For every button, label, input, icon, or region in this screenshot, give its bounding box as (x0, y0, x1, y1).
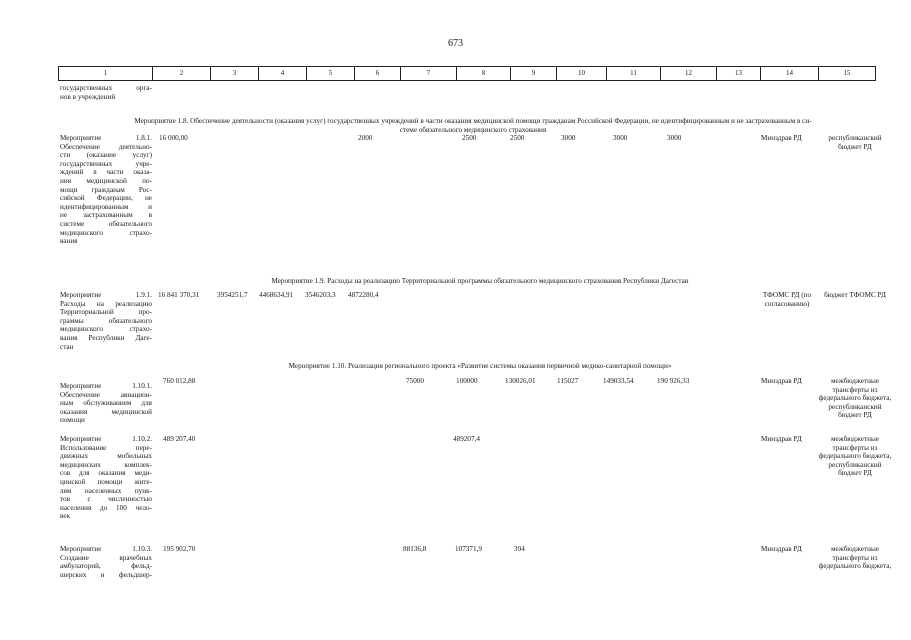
desc-line: ния медицинской по- (60, 176, 152, 185)
desc-line: ждений в части оказа- (60, 168, 152, 177)
row-1-8-1-col11: 3000 (613, 134, 628, 142)
header-cell: 6 (355, 67, 401, 81)
desc-line: идентифицированным и (60, 202, 152, 211)
column-number-header (58, 66, 876, 81)
row-1-8-1-total: 16 000,00 (159, 134, 188, 142)
row-1-10-1-source: межбюджетные трансферты из федерального бюджета, республиканский бюджет РД (818, 377, 892, 420)
desc-line: медицинских комплек- (60, 460, 152, 469)
row-1-10-3-col9: 394 (514, 545, 525, 553)
desc-line: Обеспечение авиацион- (60, 390, 152, 399)
row-1-9-1-col3: 3954251,7 (217, 291, 248, 299)
desc-line: Мероприятие 1.9.1. (60, 291, 152, 299)
desc-line: Мероприятие 1.8.1. (60, 134, 152, 142)
row-1-10-1-col11: 149033,54 (603, 377, 634, 385)
header-cell: 13 (717, 67, 761, 81)
row-1-10-3-col8: 107371,9 (455, 545, 482, 553)
row-1-8-1-source: республиканский бюджет РД (828, 134, 882, 151)
row-1-10-1-description (60, 382, 152, 425)
header-cell: 5 (307, 67, 355, 81)
header-cell: 15 (819, 67, 876, 81)
row-1-10-2-source: межбюджетные трансферты из федерального бюджета, республиканский бюджет РД (818, 435, 892, 478)
row-1-8-1-col8: 2500 (462, 134, 477, 142)
desc-line: шерских и фельдшер- (60, 570, 152, 579)
header-cell: 12 (661, 67, 717, 81)
section-heading-1-9 (200, 277, 760, 286)
row-1-10-2-col8: 489207,4 (453, 435, 480, 443)
section-heading-1-10 (200, 362, 760, 371)
desc-line: движных мобильных (60, 452, 152, 461)
row-1-10-1-col8: 100000 (456, 377, 478, 385)
section-heading-line: стеме обязательного медицинского страхования (399, 125, 547, 134)
page-number: 673 (448, 38, 463, 49)
desc-line: медицинского страхо- (60, 228, 152, 237)
desc-line: лям населенных пунк- (60, 486, 152, 495)
desc-line: Использование пере- (60, 443, 152, 452)
row-1-10-1-executor: Минздрав РД (761, 377, 802, 385)
desc-line: ным обслуживанием для (60, 399, 152, 408)
row-1-9-1-executor: ТФОМС РД (по согласованию) (762, 291, 812, 308)
row-1-9-1-source: бюджет ТФОМС РД (824, 291, 886, 299)
section-heading-line: Мероприятие 1.9. Расходы на реализацию Территориальной программы обязательного медицинского страхования Республики Дагестан (271, 277, 689, 285)
row-1-10-3-col7: 88136,8 (403, 545, 427, 553)
desc-line: сти (оказание услуг) (60, 151, 152, 160)
header-cell: 3 (211, 67, 259, 81)
row-1-10-1-col7: 75000 (406, 377, 424, 385)
header-cell: 8 (457, 67, 511, 81)
row-1-10-3-executor: Минздрав РД (761, 545, 802, 553)
desc-line: Территориальной про- (60, 308, 152, 317)
desc-line: Обеспечение деятельно- (60, 142, 152, 151)
desc-line: Мероприятие 1.10.3. (60, 545, 152, 553)
section-heading-line: Мероприятие 1.8. Обеспечение деятельности (оказания услуг) государственных учреждений в части оказания медицинской помощи гражданам Российской Федерации, не идентифицированным и не застрахованным в си- (134, 117, 812, 125)
desc-line: нов в учреждений (60, 92, 116, 101)
desc-line: медицинского страхо- (60, 325, 152, 334)
header-cell: 10 (557, 67, 607, 81)
row-1-10-1-col12: 190 926,33 (657, 377, 690, 385)
desc-line: населения до 100 чело- (60, 503, 152, 512)
row-1-10-2-description (60, 435, 152, 521)
row-1-8-1-executor: Минздрав РД (761, 134, 802, 142)
desc-line: сов для оказания меди- (60, 469, 152, 478)
desc-line: Мероприятие 1.10.1. (60, 382, 152, 390)
row-1-10-1-col9: 130026,01 (505, 377, 536, 385)
row-1-8-1-col6: 2000 (358, 134, 373, 142)
section-heading-line: Мероприятие 1.10. Реализация регионального проекта «Развитие системы оказания первичной медико-санитарной помощи» (288, 362, 672, 370)
desc-line: стан (60, 342, 74, 351)
header-cell: 7 (401, 67, 457, 81)
row-1-8-1-col10: 3000 (561, 134, 576, 142)
desc-line: помощи (60, 416, 85, 425)
row-1-10-2-executor: Минздрав РД (761, 435, 802, 443)
desc-line: государственных учре- (60, 159, 152, 168)
row-1-10-3-description (60, 545, 152, 579)
row-1-10-3-total: 195 902,70 (163, 545, 196, 553)
header-cell: 9 (511, 67, 557, 81)
header-cell: 14 (761, 67, 819, 81)
desc-line: государственных орга- (60, 84, 152, 92)
row-1-8-1-col12: 3000 (667, 134, 682, 142)
row-1-10-3-source: межбюджетные трансферты из федерального бюджета, (818, 545, 892, 571)
row-1-9-1-description (60, 291, 152, 351)
row-1-10-1-total: 760 012,88 (163, 377, 196, 385)
desc-line: не застрахованным в (60, 211, 152, 220)
row-1-10-2-total: 489 207,40 (163, 435, 196, 443)
desc-line: век (60, 512, 71, 521)
continued-row-description (60, 84, 152, 101)
row-1-9-1-col6: 4872280,4 (348, 291, 379, 299)
row-1-8-1-description (60, 134, 152, 246)
desc-line: граммы обязательного (60, 316, 152, 325)
row-1-9-1-col5: 3546203,3 (305, 291, 336, 299)
desc-line: вания Республики Даге- (60, 333, 152, 342)
desc-line: цинской помощи жите- (60, 477, 152, 486)
desc-line: амбулаторий, фельд- (60, 562, 152, 571)
header-cell: 2 (153, 67, 211, 81)
desc-line: тов с численностью (60, 495, 152, 504)
desc-line: Создание врачебных (60, 553, 152, 562)
row-1-9-1-col4: 4468634,91 (259, 291, 294, 299)
desc-line: оказания медицинской (60, 407, 152, 416)
desc-line: сийской Федерации, не (60, 194, 152, 203)
header-cell: 4 (259, 67, 307, 81)
desc-line: Расходы на реализацию (60, 299, 152, 308)
desc-line: Мероприятие 1.10.2. (60, 435, 152, 443)
desc-line: вания (60, 237, 78, 246)
header-cell: 1 (59, 67, 153, 81)
row-1-8-1-col9: 2500 (510, 134, 525, 142)
header-cell: 11 (607, 67, 661, 81)
row-1-9-1-total: 16 841 370,31 (158, 291, 200, 299)
desc-line: мощи гражданам Рос- (60, 185, 152, 194)
desc-line: системе обязательного (60, 219, 152, 228)
row-1-10-1-col10: 115027 (557, 377, 579, 385)
section-heading-1-8 (58, 117, 888, 134)
